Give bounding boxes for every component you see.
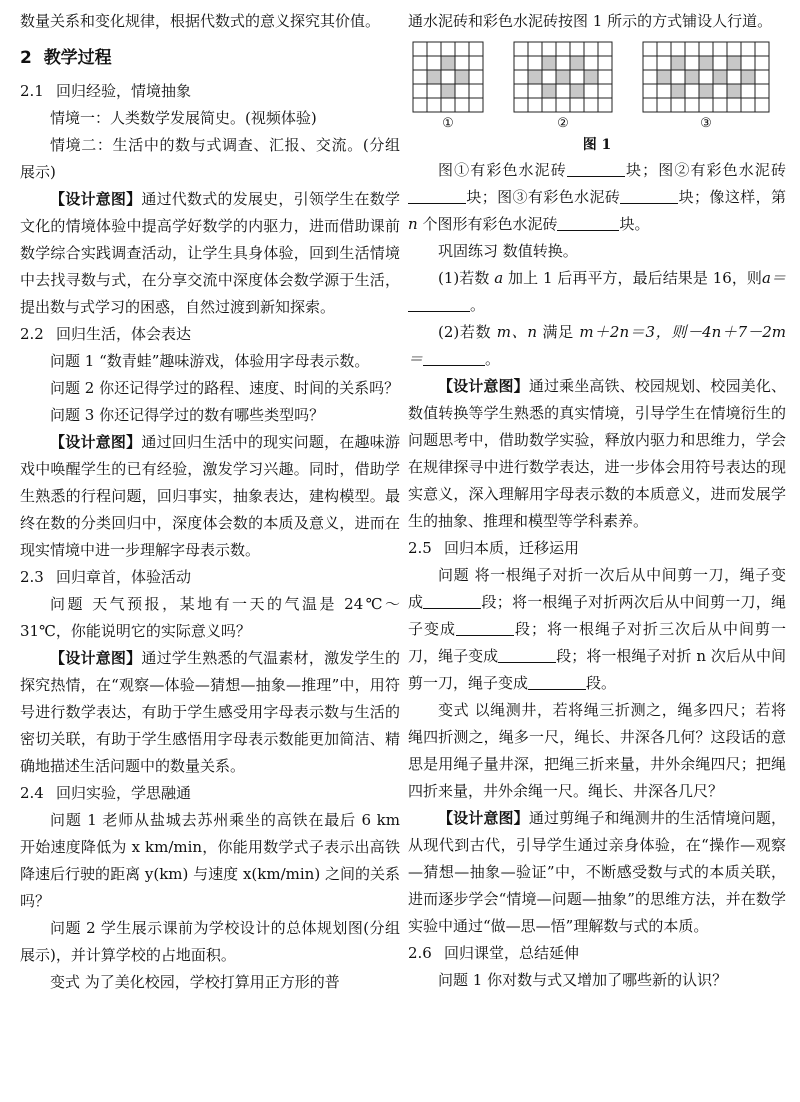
subsection-heading-2-4 [20,780,400,807]
plain-tile [699,42,713,56]
question-rope [408,562,786,697]
section-heading-2 [20,45,400,72]
question-train: 问题 1 老师从盐城去苏州乘坐的高铁在最后 6 km 开始速度降低为 x km/min，你能用数学式子表示出高铁降速后行驶的距离 y(km) 与速度 x(km/min) 之间的关系吗？ [20,811,400,910]
text-run: 个图形有彩色水泥砖 [422,215,558,233]
plain-tile [556,56,570,70]
subsection-title: 回归经验，情境抽象 [56,82,192,100]
plain-tile [427,56,441,70]
plain-tile [713,98,727,112]
plain-tile [469,56,483,70]
answer-blank[interactable] [620,187,678,204]
colored-tile [528,70,542,84]
figure-1-part-1 [412,41,484,133]
plain-tile [699,98,713,112]
figure-caption: 图 1 [582,137,612,153]
math-variable: n [408,215,418,233]
plain-tile [741,42,755,56]
subsection-title: 回归实验，学思融通 [56,784,192,802]
plain-tile [643,70,657,84]
plain-tile [584,56,598,70]
plain-tile [727,42,741,56]
plain-tile [570,42,584,56]
colored-tile [727,84,741,98]
colored-tile [556,70,570,84]
text-run: 问题 将一根绳子对折一次后从中间剪一刀，绳子变成 [408,566,786,611]
design-intent-text: 通过乘坐高铁、校园规划、校园美化、数值转换等学生熟悉的真实情境，引导学生在情境衍生的问题思考中，借助数学实验，释放内驱力和思维力，学会在规律探寻中进行数学表达，进一步体会用符号表达的现实意义，深入理解用字母表示数的本质意义，进而发展学生的抽象、推理和模型等学科素养。 [408,377,786,530]
plain-tile [441,42,455,56]
plain-tile [713,84,727,98]
plain-tile [699,70,713,84]
subsection-heading-2-2 [20,321,400,348]
design-intent-tag: 【设计意图】 [50,649,142,667]
situation-1: 情境一：人类数学发展简史。(视频体验) [50,109,317,127]
plain-tile [598,84,612,98]
plain-tile [685,56,699,70]
figure-label: ① [442,116,454,131]
answer-blank[interactable] [423,592,481,609]
practice-1 [408,265,786,319]
design-intent-2-2 [20,429,400,564]
answer-blank[interactable] [423,349,485,366]
figure-1-part-2 [513,41,613,133]
plain-tile [514,56,528,70]
plain-tile [528,56,542,70]
plain-tile [441,98,455,112]
plain-tile [685,98,699,112]
tile-grid-1 [412,41,484,113]
plain-tile [427,98,441,112]
design-intent-2-1 [20,186,400,321]
plain-tile [755,84,769,98]
answer-blank[interactable] [408,295,470,312]
plain-tile [584,42,598,56]
design-intent-tag: 【设计意图】 [50,190,142,208]
plain-tile [657,42,671,56]
plain-tile [455,98,469,112]
plain-tile [469,98,483,112]
plain-tile [685,84,699,98]
colored-tile [427,70,441,84]
text-run: (1)若数 [438,269,490,287]
subsection-heading-2-6 [408,940,786,967]
plain-tile [598,70,612,84]
plain-tile [413,42,427,56]
subsection-title: 回归本质，迁移运用 [444,539,580,557]
practice-2 [408,319,786,373]
subsection-number: 2.4 [20,784,44,802]
colored-tile [671,56,685,70]
right-column [408,8,786,994]
situation-2: 情境二：生活中的数与式调查、汇报、交流。(分组展示) [20,136,400,181]
colored-tile [584,70,598,84]
subsection-title: 回归章首，体验活动 [56,568,192,586]
plain-tile [713,42,727,56]
answer-blank[interactable] [528,673,586,690]
plain-tile [455,42,469,56]
design-intent-tag: 【设计意图】 [50,433,142,451]
math-variable: a [494,269,504,287]
answer-blank[interactable] [567,160,625,177]
text-run: 段；将一根绳子对折 n 次后从中间剪一刀，绳子变成 [408,647,786,692]
design-intent-tag: 【设计意图】 [438,809,529,827]
plain-tile [570,70,584,84]
plain-tile [643,56,657,70]
plain-tile [598,98,612,112]
subsection-number: 2.5 [408,539,432,557]
subsection-number: 2.1 [20,82,44,100]
plain-tile [413,70,427,84]
plain-tile [741,98,755,112]
design-intent-2-5 [408,805,786,940]
plain-tile [556,84,570,98]
math-variable: m、n [496,323,538,341]
plain-tile [413,84,427,98]
design-intent-2-3 [20,645,400,780]
question-1: 问题 1 “数青蛙”趣味游戏，体验用字母表示数。 [50,352,370,370]
plain-tile [727,98,741,112]
question-school-plan: 问题 2 学生展示课前为学校设计的总体规划图(分组展示)，并计算学校的占地面积。 [20,919,400,964]
summary-question-1: 问题 1 你对数与式又增加了哪些新的认识？ [438,971,728,989]
design-intent-2-4 [408,373,786,535]
plain-tile [556,98,570,112]
answer-blank[interactable] [498,646,556,663]
plain-tile [643,98,657,112]
plain-tile [514,98,528,112]
plain-tile [556,42,570,56]
subsection-title: 回归生活，体会表达 [56,325,192,343]
plain-tile [598,56,612,70]
plain-tile [643,84,657,98]
text-run: 段；将一根绳子对折两次后从中间剪一刀，绳子变成 [408,593,786,638]
plain-tile [514,84,528,98]
plain-tile [570,98,584,112]
text-run: 段。 [586,674,617,692]
plain-tile [455,84,469,98]
colored-tile [699,84,713,98]
text-run: 块；像这样，第 [678,188,786,206]
figure-label: ③ [700,116,712,131]
question-2: 问题 2 你还记得学过的路程、速度、时间的关系吗？ [50,379,400,397]
question-weather: 问题 天气预报，某地有一天的气温是 24℃～31℃，你能说明它的实际意义吗？ [20,595,400,640]
plain-tile [657,84,671,98]
practice-heading: 巩固练习 数值转换。 [438,242,578,260]
math-expression: a＝ [761,269,786,287]
colored-tile [455,70,469,84]
colored-tile [570,56,584,70]
section-number: 2 [20,48,32,68]
design-intent-text: 通过剪绳子和绳测井的生活情境问题，从现代到古代，引导学生通过亲身体验，在“操作—观察—猜想—抽象—验证”中，不断感受数与式的本质关联，进而逐步学会“情境—问题—抽象”的思维方法，并在数学实验中通过“做—思—悟”理解数与式的本质。 [408,809,786,935]
design-intent-text: 通过回归生活中的现实问题，在趣味游戏中唤醒学生的已有经验，激发学习兴趣。同时，借助学生熟悉的行程问题，回归事实，抽象表达，建构模型。最终在数的分类回归中，深度体会数的本质及意义，进而在现实情境中进一步理解字母表示数。 [20,433,400,559]
plain-tile [542,70,556,84]
variant-well: 变式 以绳测井，若将绳三折测之，绳多四尺；若将绳四折测之，绳多一尺，绳长、井深各几何？这段话的意思是用绳子量井深，把绳三折来量，井外余绳四尺；把绳四折来量，井外余绳一尺。绳长、井深各几尺？ [408,701,786,800]
text-run: 块。 [619,215,650,233]
text-run: 块；图③有彩色水泥砖 [466,188,621,206]
plain-tile [514,70,528,84]
text-run: 。 [485,350,501,368]
tile-grid-3 [642,41,770,113]
subsection-number: 2.6 [408,944,432,962]
variant-tiles: 变式 为了美化校园，学校打算用正方形的普 [50,973,340,991]
colored-tile [441,56,455,70]
plain-tile [528,84,542,98]
question-3: 问题 3 你还记得学过的数有哪些类型吗？ [50,406,325,424]
plain-tile [455,56,469,70]
subsection-number: 2.3 [20,568,44,586]
plain-tile [469,84,483,98]
text-run: 段；将一根绳子对折三次后从中间剪一刀，绳子变成 [408,620,786,665]
colored-tile [685,70,699,84]
plain-tile [413,98,427,112]
plain-tile [542,42,556,56]
subsection-number: 2.2 [20,325,44,343]
continued-text: 通水泥砖和彩色水泥砖按图 1 所示的方式铺设人行道。 [408,12,773,30]
text-run: 满足 [542,323,574,341]
plain-tile [441,70,455,84]
figure-1-part-3 [642,41,770,133]
design-intent-text: 通过代数式的发展史，引领学生在数学文化的情境体验中提高学好数学的内驱力，进而借助课前数学综合实践调查活动，让学生具身体验，回到生活情境中去找寻数与式，在分享交流中深度体会数学源于生活，提出数与式学习的困惑，自然过渡到新知探索。 [20,190,400,316]
plain-tile [685,42,699,56]
answer-blank[interactable] [557,214,619,231]
fill-in-tiles [408,157,786,238]
text-run: 图①有彩色水泥砖 [438,161,567,179]
plain-tile [741,56,755,70]
text-run: (2)若数 [438,323,492,341]
colored-tile [671,84,685,98]
subsection-heading-2-1 [20,78,400,105]
left-column [20,8,400,996]
plain-tile [671,42,685,56]
subsection-title: 回归课堂，总结延伸 [444,944,580,962]
plain-tile [542,98,556,112]
text-run: 加上 1 后再平方，最后结果是 16，则 [508,269,762,287]
plain-tile [657,98,671,112]
colored-tile [727,56,741,70]
design-intent-text: 通过学生熟悉的气温素材，激发学生的探究热情，在“观察—体验—猜想—抽象—推理”中，用符号进行数学表达，有助于学生感受用字母表示数与生活的密切关联，有助于学生感悟用字母表示数能更加简洁、精确地描述生活问题中的数量关系。 [20,649,400,775]
plain-tile [528,42,542,56]
plain-tile [514,42,528,56]
text-run: 块；图②有彩色水泥砖 [624,161,786,179]
design-intent-tag: 【设计意图】 [438,377,529,395]
plain-tile [755,42,769,56]
colored-tile [570,84,584,98]
math-expression: m＋2n＝3，则－4n＋7－2m＝ [408,323,786,368]
colored-tile [657,70,671,84]
figure-1 [412,41,770,133]
figure-label: ② [557,116,569,131]
colored-tile [741,70,755,84]
tile-grid-2 [513,41,613,113]
text-run: 。 [470,296,486,314]
plain-tile [584,98,598,112]
subsection-heading-2-3 [20,564,400,591]
plain-tile [584,84,598,98]
plain-tile [427,42,441,56]
colored-tile [441,84,455,98]
plain-tile [643,42,657,56]
plain-tile [727,70,741,84]
plain-tile [671,98,685,112]
colored-tile [542,56,556,70]
colored-tile [699,56,713,70]
answer-blank[interactable] [456,619,514,636]
plain-tile [413,56,427,70]
section-title: 教学过程 [43,48,112,68]
plain-tile [469,70,483,84]
colored-tile [542,84,556,98]
plain-tile [469,42,483,56]
plain-tile [598,42,612,56]
colored-tile [713,70,727,84]
subsection-heading-2-5 [408,535,786,562]
plain-tile [755,56,769,70]
plain-tile [528,98,542,112]
plain-tile [755,98,769,112]
plain-tile [427,84,441,98]
plain-tile [741,84,755,98]
plain-tile [657,56,671,70]
answer-blank[interactable] [408,187,466,204]
plain-tile [713,56,727,70]
plain-tile [671,70,685,84]
plain-tile [755,70,769,84]
intro-text: 数量关系和变化规律，根据代数式的意义探究其价值。 [20,12,381,30]
